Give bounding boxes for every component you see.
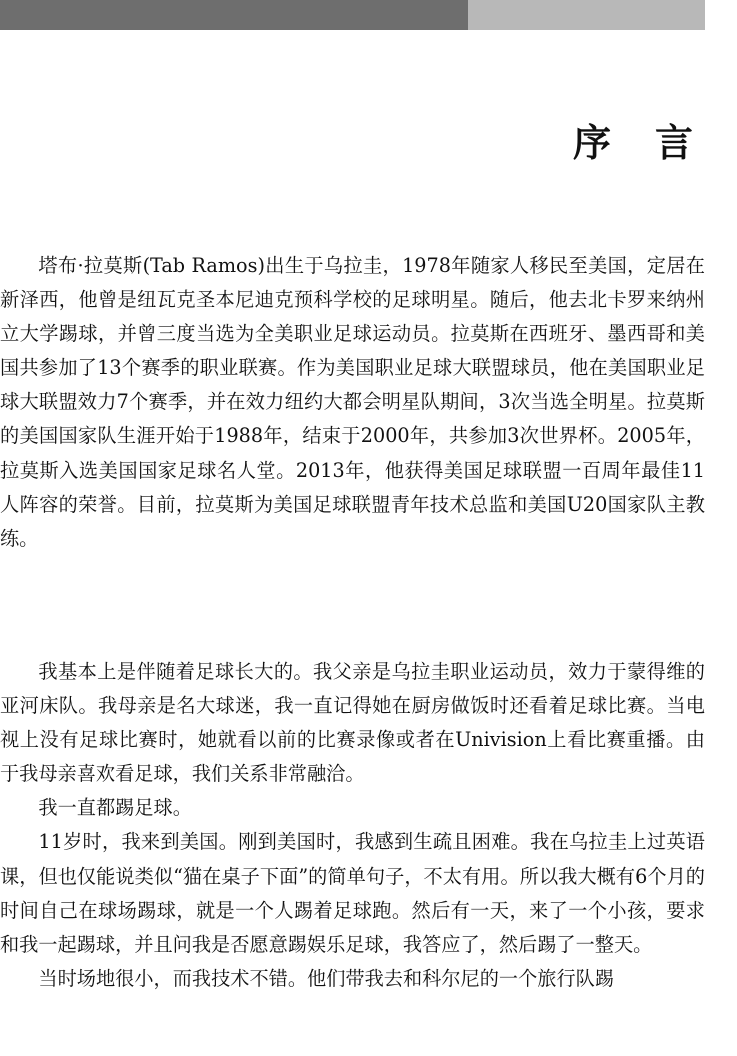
body-paragraph-3: 11岁时，我来到美国。刚到美国时，我感到生疏且困难。我在乌拉圭上过英语课，但也仅能说类似“猫在桌子下面”的简单句子，不太有用。所以我大概有6个月的时间自己在球场踢球，就是一个人踢着足球跑。然后有一天，来了一个小孩，要求和我一起踢球，并且问我是否愿意踢娱乐足球，我答应了，然后踢了一整天。: [0, 830, 705, 956]
header-bar-light-segment: [468, 0, 705, 30]
intro-paragraph: 塔布·拉莫斯(Tab Ramos)出生于乌拉圭，1978年随家人移民至美国，定居在新泽西，他曾是纽瓦克圣本尼迪克预科学校的足球明星。随后，他去北卡罗来纳州立大学踢球，并曾三度当选为全美职业足球运动员。拉莫斯在西班牙、墨西哥和美国共参加了13个赛季的职业联赛。作为美国职业足球大联盟球员，他在美国职业足球大联盟效力7个赛季，并在效力纽约大都会明星队期间，3次当选全明星。拉莫斯的美国国家队生涯开始于1988年，结束于2000年，共参加3次世界杯。2005年，拉莫斯入选美国国家足球名人堂。2013年，他获得美国足球联盟一百周年最佳11人阵容的荣誉。目前，拉莫斯为美国足球联盟青年技术总监和美国U20国家队主教练。: [0, 254, 705, 550]
page-title: 序言: [572, 120, 737, 165]
body-paragraph-4: 当时场地很小，而我技术不错。他们带我去和科尔尼的一个旅行队踢: [38, 966, 615, 990]
body-paragraph-2: 我一直都踢足球。: [38, 796, 192, 820]
header-bar: [0, 0, 705, 30]
header-bar-dark-segment: [0, 0, 468, 30]
intro-section: [0, 249, 705, 556]
body-paragraph-1: 我基本上是伴随着足球长大的。我父亲是乌拉圭职业运动员，效力于蒙得维的亚河床队。我母亲是名大球迷，我一直记得她在厨房做饭时还看着足球比赛。当电视上没有足球比赛时，她就看以前的比赛录像或者在Univision上看比赛重播。由于我母亲喜欢看足球，我们关系非常融洽。: [0, 660, 705, 786]
body-section: [0, 655, 705, 996]
